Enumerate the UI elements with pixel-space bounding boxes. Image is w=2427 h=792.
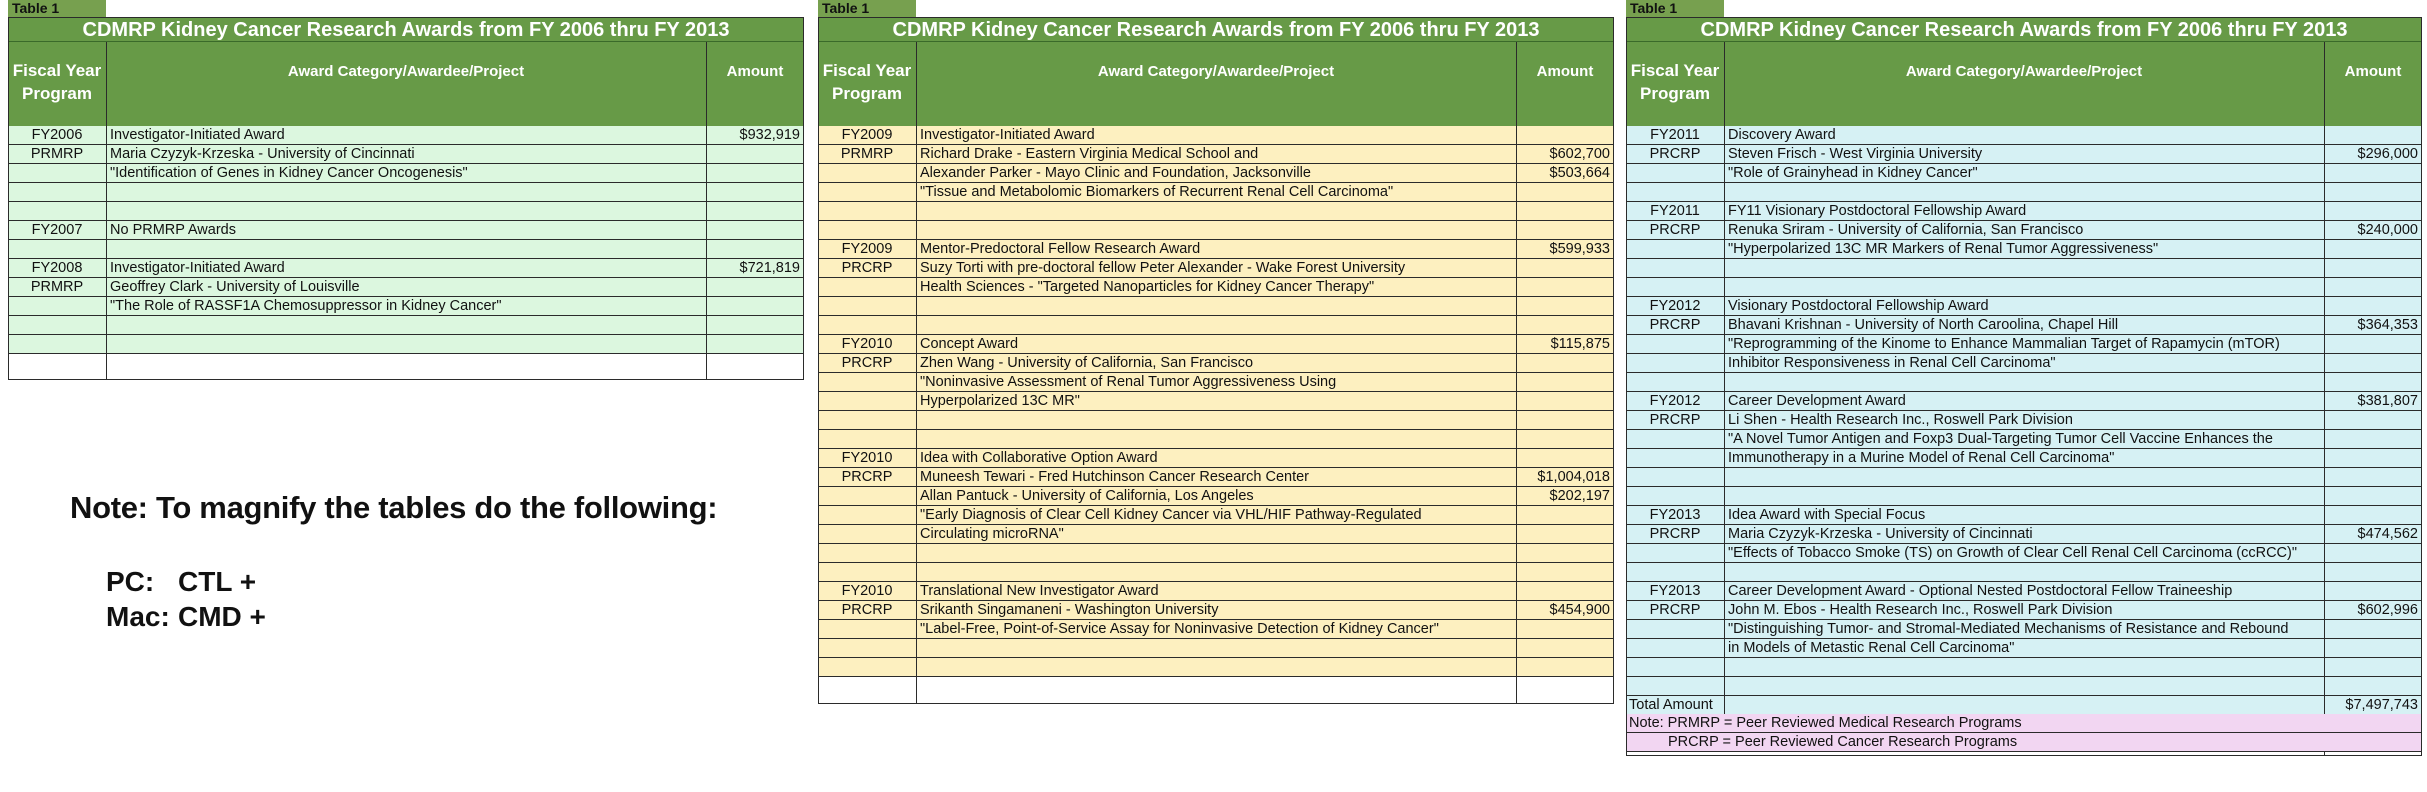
magnify-note-title: Note: To magnify the tables do the following: [70,490,718,525]
fiscal-year-cell[interactable]: FY2012 [1649,298,1701,314]
fiscal-year-cell[interactable]: PRCRP [841,602,893,618]
table-row [1626,468,2422,487]
award-cell[interactable]: FY11 Visionary Postdoctoral Fellowship Award [1728,203,2027,219]
table-row [818,392,1614,411]
fiscal-year-cell[interactable] [1626,487,1724,505]
table-row [1626,259,2422,278]
header-program: Program [22,84,92,103]
fiscal-year-cell[interactable] [818,430,916,448]
table-row [1626,601,2422,620]
table-row [8,316,804,335]
fiscal-year-cell[interactable]: PRCRP [841,469,893,485]
fiscal-year-cell[interactable] [818,544,916,562]
award-cell[interactable]: in Models of Metastic Renal Cell Carcinoma" [1728,640,2015,656]
fiscal-year-cell[interactable]: PRCRP [1649,412,1701,428]
table-row [1626,373,2422,392]
fiscal-year-cell[interactable] [1626,259,1724,277]
table-title: CDMRP Kidney Cancer Research Awards from FY 2006 thru FY 2013 [818,17,1614,42]
fiscal-year-cell[interactable]: Total Amount [1629,697,1713,713]
award-cell[interactable]: Li Shen - Health Research Inc., Roswell Park Division [1728,412,2073,428]
fiscal-year-cell[interactable] [1626,164,1724,182]
header-fiscal-year: Fiscal Year [822,61,912,80]
award-cell[interactable]: Health Sciences - "Targeted Nanoparticles for Kidney Cancer Therapy" [920,279,1375,295]
table-title: CDMRP Kidney Cancer Research Awards from FY 2006 thru FY 2013 [8,17,804,42]
award-cell[interactable]: "Reprogramming of the Kinome to Enhance Mammalian Target of Rapamycin (mTOR) [1728,336,2280,352]
table-row [1626,411,2422,430]
header-category: Award Category/Awardee/Project [1097,63,1335,80]
table-row [818,278,1614,297]
award-cell[interactable]: Inhibitor Responsiveness in Renal Cell Carcinoma" [1728,355,2056,371]
table-row [1626,240,2422,259]
award-cell[interactable]: Idea Award with Special Focus [1728,507,1926,523]
table-row [818,620,1614,639]
table-body [1626,126,2422,734]
fiscal-year-cell[interactable] [8,183,106,201]
pc-shortcut: CTL + [178,566,257,597]
award-cell[interactable]: Circulating microRNA" [920,526,1064,542]
fiscal-year-cell[interactable] [1626,620,1724,638]
amount-cell[interactable]: $602,700 [1549,146,1610,162]
table-row [818,240,1614,259]
table-row [8,240,804,259]
award-cell[interactable]: "Early Diagnosis of Clear Cell Kidney Cancer via VHL/HIF Pathway-Regulated [920,507,1422,523]
fiscal-year-cell[interactable]: FY2006 [31,127,83,143]
award-cell[interactable]: "Role of Grainyhead in Kidney Cancer" [1728,165,1978,181]
fiscal-year-cell[interactable]: FY2009 [841,127,893,143]
fiscal-year-cell[interactable]: PRCRP [841,260,893,276]
fiscal-year-cell[interactable]: FY2010 [841,583,893,599]
table-row [8,221,804,240]
table-row [818,601,1614,620]
fiscal-year-cell[interactable] [818,202,916,220]
award-cell[interactable]: "A Novel Tumor Antigen and Foxp3 Dual-Targeting Tumor Cell Vaccine Enhances the [1728,431,2273,447]
fiscal-year-cell[interactable]: FY2013 [1649,507,1701,523]
header-band [1626,42,2422,126]
fiscal-year-cell[interactable] [1626,335,1724,353]
award-cell[interactable]: "Noninvasive Assessment of Renal Tumor Aggressiveness Using [920,374,1337,390]
award-cell[interactable]: Steven Frisch - West Virginia University [1728,146,1983,162]
table-body [818,126,1614,677]
fiscal-year-cell[interactable] [1626,354,1724,372]
fiscal-year-cell[interactable] [8,240,106,258]
fiscal-year-cell[interactable] [1626,430,1724,448]
note-text: PRCRP = Peer Reviewed Cancer Research Programs [1668,734,2018,750]
table-row [818,183,1614,202]
fiscal-year-cell[interactable] [818,316,916,334]
table-row [818,582,1614,601]
fiscal-year-cell[interactable] [818,221,916,239]
fiscal-year-cell[interactable]: PRCRP [1649,602,1701,618]
sheet-tab-label[interactable]: Table 1 [818,0,916,17]
award-cell[interactable]: "The Role of RASSF1A Chemosuppressor in Kidney Cancer" [110,298,502,314]
award-cell[interactable]: Mentor-Predoctoral Fellow Research Award [920,241,1201,257]
table-row [818,145,1614,164]
award-cell[interactable]: Hyperpolarized 13C MR" [920,393,1080,409]
table-row [1626,677,2422,696]
table-row [1626,506,2422,525]
header-band [8,42,804,126]
table-row [818,221,1614,240]
fiscal-year-cell[interactable]: PRCRP [1649,526,1701,542]
amount-cell[interactable]: $474,562 [2357,526,2418,542]
fiscal-year-cell[interactable] [1626,373,1724,391]
table-row [8,183,804,202]
table-row [1626,354,2422,373]
award-cell[interactable]: Srikanth Singamaneni - Washington University [920,602,1219,618]
fiscal-year-cell[interactable] [1626,278,1724,296]
header-category: Award Category/Awardee/Project [287,63,525,80]
award-cell[interactable]: John M. Ebos - Health Research Inc., Roswell Park Division [1728,602,2113,618]
fiscal-year-cell[interactable] [818,506,916,524]
fiscal-year-cell[interactable]: PRCRP [841,355,893,371]
fiscal-year-cell[interactable] [818,658,916,676]
award-cell[interactable]: "Distinguishing Tumor- and Stromal-Mediated Mechanisms of Resistance and Rebound [1728,621,2289,637]
award-cell[interactable]: "Tissue and Metabolomic Biomarkers of Recurrent Renal Cell Carcinoma" [920,184,1394,200]
table-row [818,506,1614,525]
fiscal-year-cell[interactable]: FY2013 [1649,583,1701,599]
award-cell[interactable]: Investigator-Initiated Award [110,127,285,143]
notes-block [1626,714,2422,752]
sheet-tab-label[interactable]: Table 1 [8,0,106,17]
table-title: CDMRP Kidney Cancer Research Awards from FY 2006 thru FY 2013 [1626,17,2422,42]
amount-cell[interactable]: $599,933 [1549,241,1610,257]
table-row [8,145,804,164]
amount-cell[interactable]: $202,197 [1549,488,1610,504]
award-cell[interactable]: "Label-Free, Point-of-Service Assay for Noninvasive Detection of Kidney Cancer" [920,621,1439,637]
table-row [818,297,1614,316]
award-cell[interactable]: Zhen Wang - University of California, San Francisco [920,355,1254,371]
amount-cell[interactable]: $454,900 [1549,602,1610,618]
table-row [1626,297,2422,316]
table-row [818,316,1614,335]
fiscal-year-cell[interactable] [8,164,106,182]
amount-cell[interactable]: $7,497,743 [2345,697,2418,713]
fiscal-year-cell[interactable] [818,525,916,543]
table-row [818,202,1614,221]
award-cell[interactable]: Discovery Award [1728,127,1836,143]
table-row [8,259,804,278]
amount-cell[interactable]: $296,000 [2357,146,2418,162]
table-row [1626,316,2422,335]
table-row [818,487,1614,506]
table-row [1626,126,2422,145]
award-cell[interactable]: Investigator-Initiated Award [920,127,1095,143]
table-row [818,544,1614,563]
table-row [1626,278,2422,297]
award-cell[interactable]: Bhavani Krishnan - University of North Caroolina, Chapel Hill [1728,317,2119,333]
table-row [818,658,1614,677]
award-cell[interactable]: Visionary Postdoctoral Fellowship Award [1728,298,1989,314]
fiscal-year-cell[interactable]: FY2011 [1650,127,1700,143]
amount-cell[interactable]: $602,996 [2357,602,2418,618]
award-cell[interactable]: Geoffrey Clark - University of Louisville [110,279,360,295]
fiscal-year-cell[interactable] [818,620,916,638]
table-row [1626,221,2422,240]
table-row [1626,696,2422,715]
table-row [818,430,1614,449]
award-cell[interactable]: Maria Czyzyk-Krzeska - University of Cincinnati [1728,526,2033,542]
amount-cell[interactable]: $503,664 [1549,165,1610,181]
fiscal-year-cell[interactable]: PRMRP [30,146,84,162]
fiscal-year-cell[interactable] [818,392,916,410]
fiscal-year-cell[interactable] [8,316,106,334]
table-panel-1 [8,0,804,380]
table-row [8,126,804,145]
fiscal-year-cell[interactable]: PRMRP [30,279,84,295]
fiscal-year-cell[interactable]: FY2007 [31,222,83,238]
fiscal-year-cell[interactable]: PRCRP [1649,222,1701,238]
note-row [1626,733,2422,752]
fiscal-year-cell[interactable]: FY2011 [1650,203,1700,219]
table-row [1626,202,2422,221]
table-row [8,335,804,354]
table-row [818,373,1614,392]
fiscal-year-cell[interactable] [1626,563,1724,581]
table-row [818,449,1614,468]
amount-cell[interactable]: $932,919 [739,127,800,143]
award-cell[interactable]: Alexander Parker - Mayo Clinic and Foundation, Jacksonville [920,165,1311,181]
fiscal-year-cell[interactable]: FY2010 [841,336,893,352]
table-row [818,259,1614,278]
amount-cell[interactable]: $240,000 [2357,222,2418,238]
table-row [818,126,1614,145]
award-cell[interactable]: No PRMRP Awards [110,222,236,238]
fiscal-year-cell[interactable] [8,335,106,353]
amount-cell[interactable]: $1,004,018 [1537,469,1610,485]
fiscal-year-cell[interactable]: PRMRP [840,146,894,162]
award-cell[interactable]: "Effects of Tobacco Smoke (TS) on Growth of Clear Cell Renal Cell Carcinoma (ccRCC)" [1728,545,2298,561]
table-row [8,164,804,183]
fiscal-year-cell[interactable]: FY2010 [841,450,893,466]
mac-shortcut: CMD + [178,601,266,632]
fiscal-year-cell[interactable] [1626,240,1724,258]
award-cell[interactable]: Immunotherapy in a Murine Model of Renal Cell Carcinoma" [1728,450,2115,466]
header-category: Award Category/Awardee/Project [1905,63,2143,80]
award-cell[interactable]: Muneesh Tewari - Fred Hutchinson Cancer Research Center [920,469,1309,485]
table-row [818,639,1614,658]
table-row [8,297,804,316]
fiscal-year-cell[interactable] [1626,183,1724,201]
award-cell[interactable]: Renuka Sriram - University of California, San Francisco [1728,222,2084,238]
table-body [8,126,804,354]
table-row [818,164,1614,183]
table-row [818,525,1614,544]
table-row [1626,525,2422,544]
award-cell[interactable]: Idea with Collaborative Option Award [920,450,1158,466]
award-cell[interactable]: Richard Drake - Eastern Virginia Medical School and [920,146,1259,162]
table-row [818,354,1614,373]
fiscal-year-cell[interactable] [1626,449,1724,467]
table-row [1626,639,2422,658]
table-row [818,563,1614,582]
fiscal-year-cell[interactable] [8,202,106,220]
note-text: Note: PRMRP = Peer Reviewed Medical Research Programs [1629,715,2022,731]
fiscal-year-cell[interactable] [1626,639,1724,657]
table-row [818,335,1614,354]
header-fiscal-year: Fiscal Year [1630,61,1720,80]
fiscal-year-cell[interactable]: FY2008 [31,260,83,276]
table-row [1626,335,2422,354]
award-cell[interactable]: "Identification of Genes in Kidney Cancer Oncogenesis" [110,165,468,181]
header-fiscal-year: Fiscal Year [12,61,102,80]
fiscal-year-cell[interactable] [818,373,916,391]
table-row [8,278,804,297]
sheet-tab-label[interactable]: Table 1 [1626,0,1724,17]
fiscal-year-cell[interactable] [1626,468,1724,486]
award-cell[interactable]: Career Development Award [1728,393,1906,409]
fiscal-year-cell[interactable]: PRCRP [1649,317,1701,333]
amount-cell[interactable]: $115,875 [1550,336,1610,352]
table-panel-3 [1626,0,2422,756]
table-row [818,411,1614,430]
table-panel-2 [818,0,1614,704]
table-row [1626,430,2422,449]
award-cell[interactable]: Allan Pantuck - University of California, Los Angeles [920,488,1254,504]
table-row [1626,164,2422,183]
table-row [1626,544,2422,563]
fiscal-year-cell[interactable] [1626,658,1724,676]
table-row [1626,582,2422,601]
table-row [1626,183,2422,202]
fiscal-year-cell[interactable] [818,297,916,315]
header-amount: Amount [2344,63,2402,80]
header-band [818,42,1614,126]
pc-label: PC: [106,566,155,597]
table-row [1626,487,2422,506]
header-program: Program [832,84,902,103]
fiscal-year-cell[interactable]: FY2012 [1649,393,1701,409]
fiscal-year-cell[interactable] [818,563,916,581]
fiscal-year-cell[interactable] [8,297,106,315]
fiscal-year-cell[interactable] [818,487,916,505]
table-row [1626,620,2422,639]
fiscal-year-cell[interactable] [1626,544,1724,562]
award-cell[interactable]: "Hyperpolarized 13C MR Markers of Renal Tumor Aggressiveness" [1728,241,2159,257]
fiscal-year-cell[interactable] [1626,677,1724,695]
table-row [818,468,1614,487]
mac-label: Mac: [106,601,170,632]
fiscal-year-cell[interactable] [818,639,916,657]
fiscal-year-cell[interactable] [818,183,916,201]
header-program: Program [1640,84,1710,103]
header-amount: Amount [726,63,784,80]
fiscal-year-cell[interactable] [818,164,916,182]
table-row [1626,658,2422,677]
award-cell[interactable]: Maria Czyzyk-Krzeska - University of Cincinnati [110,146,415,162]
fiscal-year-cell[interactable]: PRCRP [1649,146,1701,162]
award-cell[interactable]: Translational New Investigator Award [920,583,1159,599]
table-row [1626,563,2422,582]
award-cell[interactable]: Concept Award [920,336,1019,352]
table-row [1626,145,2422,164]
award-cell[interactable]: Suzy Torti with pre-doctoral fellow Peter Alexander - Wake Forest University [920,260,1406,276]
table-row [8,202,804,221]
fiscal-year-cell[interactable] [818,278,916,296]
header-amount: Amount [1536,63,1594,80]
note-row [1626,714,2422,733]
award-cell[interactable]: Career Development Award - Optional Nested Postdoctoral Fellow Traineeship [1728,583,2233,599]
fiscal-year-cell[interactable] [818,411,916,429]
amount-cell[interactable]: $381,807 [2357,393,2418,409]
amount-cell[interactable]: $364,353 [2357,317,2418,333]
fiscal-year-cell[interactable]: FY2009 [841,241,893,257]
table-row [1626,392,2422,411]
award-cell[interactable]: Investigator-Initiated Award [110,260,285,276]
table-row [1626,449,2422,468]
amount-cell[interactable]: $721,819 [739,260,800,276]
